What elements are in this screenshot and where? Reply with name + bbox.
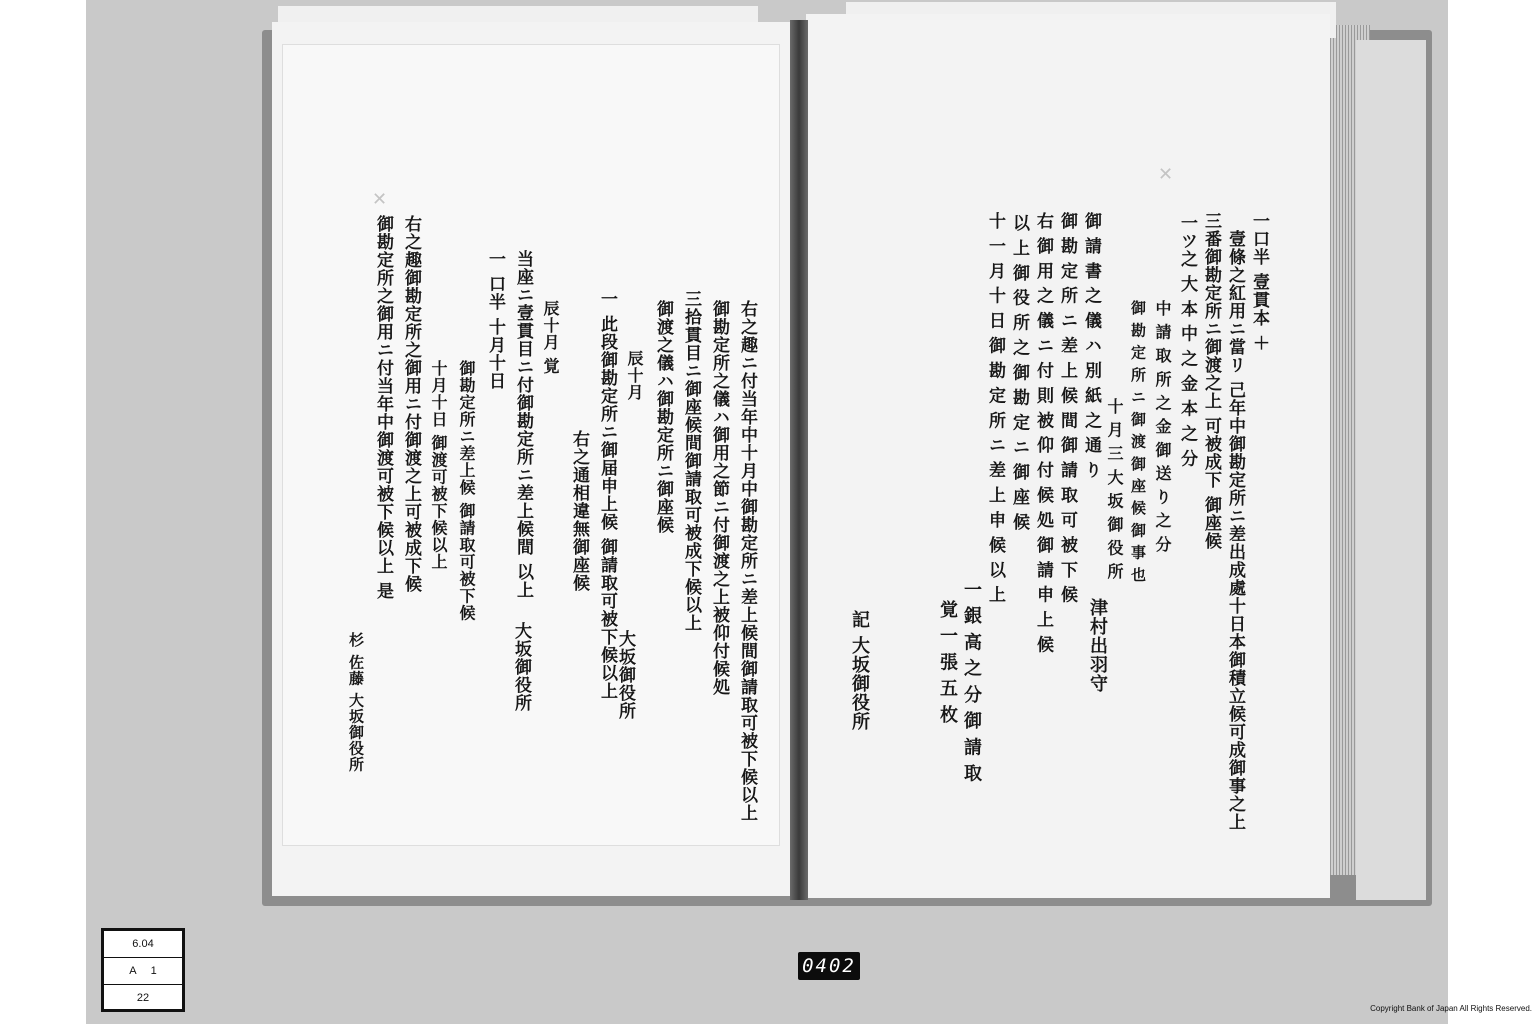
text-column: 十 月 三 大 坂 御 役 所 xyxy=(1105,398,1124,580)
archive-tag-row xyxy=(104,958,182,985)
text-column: 以 上 御 役 所 之 御 勘 定 ニ 御 座 候 xyxy=(1009,214,1029,532)
archive-tag-item: 22 xyxy=(136,992,150,1004)
text-column: 中 請 取 所 之 金 御 送 り 之 分 xyxy=(1153,300,1172,553)
text-column: 一 此段御勘定所ニ御届申上候 御請取可被下候以上 xyxy=(597,290,617,700)
text-column: 一 口半 十月十日 xyxy=(485,250,505,390)
archive-tag-box: 1 xyxy=(150,965,157,977)
book-cover-edge xyxy=(1356,40,1426,900)
text-column: 三番御勘定所ニ御渡之上 可被成下 御座候 xyxy=(1201,212,1221,550)
text-column: 十 一 月 十 日 御 勘 定 所 ニ 差 上 申 候 以 上 xyxy=(985,212,1005,604)
frame-number: 0402 xyxy=(798,952,860,980)
signature-tsumura: 津村出羽守 xyxy=(1087,598,1108,693)
text-column: 御 勘 定 所 ニ 差 上 候 間 御 請 取 可 被 下 候 xyxy=(1057,212,1077,604)
bleed-mark: ✕ xyxy=(372,189,388,210)
archive-tag-class: A xyxy=(129,965,137,977)
archive-tag-row xyxy=(104,985,182,1011)
text-column: 御勘定所之儀ハ御用之節ニ付御渡之上被仰付候処 xyxy=(709,300,729,696)
signature-left-3: 杉 佐藤 大坂御役所 xyxy=(347,632,365,773)
text-column: 右 御 用 之 儀 ニ 付 則 被 仰 付 候 処 御 請 申 上 候 xyxy=(1033,212,1053,654)
copyright-notice: Copyright Bank of Japan All Rights Reserved. xyxy=(1370,1004,1532,1013)
text-column: 一 銀 高 之 分 御 請 取 xyxy=(961,580,982,783)
text-column: 右之通相違無御座候 xyxy=(569,430,589,592)
text-column: 十月十日 御渡可被下候以上 xyxy=(429,360,448,571)
archive-tag-row xyxy=(104,931,182,958)
signature-left-2: 大坂御役所 xyxy=(511,622,531,712)
book-gutter xyxy=(790,20,808,900)
text-column: 右之趣ニ付当年中十月中御勘定所ニ差上候間御請取可被下候以上 xyxy=(737,300,757,822)
text-column: 辰十月 覚 xyxy=(541,300,560,375)
signature-osaka: 記 大坂御役所 xyxy=(849,610,870,732)
text-column: 辰十月 xyxy=(625,350,644,401)
text-column: 当座ニ壹貫目ニ付御勘定所ニ差上候間 以上 xyxy=(513,250,533,599)
text-column: 壹條之紅用ニ當リ 己年中御勘定所ニ差出成處十日本御積立候可成御事之上 xyxy=(1225,230,1245,831)
text-column: 右之趣御勘定所之御用ニ付御渡之上可被成下候 xyxy=(401,215,421,593)
text-column: 一ツ之 大 本 中 之 金 本 之 分 xyxy=(1177,214,1197,468)
signature-left-1: 大坂御役所 xyxy=(615,630,635,720)
text-column: 一口半 壹貫本 ＋ xyxy=(1249,212,1269,352)
text-column: 御 請 書 之 儀 ハ 別 紙 之 通 り xyxy=(1081,212,1101,480)
text-column: 御渡之儀ハ御勘定所ニ御座候 xyxy=(653,300,673,534)
text-column: 御 勘 定 所 ニ 御 渡 御 座 候 御 事 也 xyxy=(1129,300,1147,583)
archive-tag xyxy=(101,928,185,1012)
text-column: 御勘定所ニ差上候 御請取可被下候 xyxy=(457,360,476,622)
text-column: 覚 一 張 五 枚 xyxy=(937,600,958,725)
bleed-mark: ✕ xyxy=(1158,164,1174,185)
archive-tag-series: 6.04 xyxy=(132,938,154,950)
text-column: 三拾貫目ニ御座候間御請取可被成下候以上 xyxy=(681,290,701,632)
text-column: 御勘定所之御用ニ付当年中御渡可被下候以上 是 xyxy=(373,215,393,600)
